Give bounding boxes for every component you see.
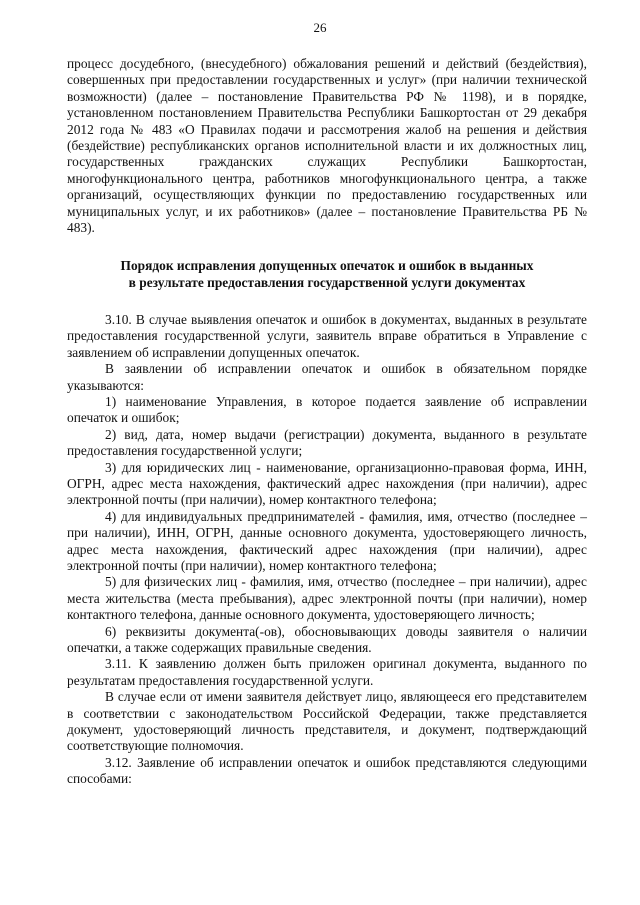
list-item-4: 4) для индивидуальных предпринимателей - фамилия, имя, отчество (последнее – при наличии), ИНН, ОГРН, данные основного документа, удостоверяющего личность, адрес места нахождения, фактический адрес нахождения (при наличии), адрес электронной почты (при наличии), номер контактного телефона; — [67, 508, 587, 573]
document-body — [67, 56, 587, 788]
paragraph-requirements-intro: В заявлении об исправлении опечаток и ошибок в обязательном порядке указываются: — [67, 361, 587, 393]
list-item-3: 3) для юридических лиц - наименование, организационно-правовая форма, ИНН, ОГРН, адрес места нахождения, фактический адрес нахождения (при наличии), адрес электронной почты (при наличии), номер контактного телефона; — [67, 459, 587, 508]
section-heading-line-2: в результате предоставления государственной услуги документах — [128, 274, 526, 290]
list-item-6: 6) реквизиты документа(-ов), обосновывающих доводы заявителя о наличии опечатки, а также содержащих правильные сведения. — [67, 623, 587, 655]
paragraph-3-12: 3.12. Заявление об исправлении опечаток и ошибок представляются следующими способами: — [67, 754, 587, 787]
section-heading — [67, 258, 587, 290]
list-item-1: 1) наименование Управления, в которое подается заявление об исправлении опечаток и ошибок; — [67, 393, 587, 426]
list-item-2: 2) вид, дата, номер выдачи (регистрации) документа, выданного в результате предоставления государственной услуги; — [67, 426, 587, 459]
paragraph-representative: В случае если от имени заявителя действует лицо, являющееся его представителем в соответствии с законодательством Российской Федерации, также представляется документ, удостоверяющий личность представителя, и документ, подтверждающий соответствующие полномочия. — [67, 689, 587, 754]
intro-paragraph: процесс досудебного, (внесудебного) обжалования решений и действий (бездействия), совершенных при предоставлении государственных и услуг» (при наличии технической возможности) (далее – постановление Правительства РФ № 1198), и в порядке, установленном постановлением Правительства Республики Башкортостан от 29 декабря 2012 года № 483 «О Правилах подачи и рассмотрения жалоб на решения и действия (бездействие) республиканских органов исполнительной власти и их должностных лиц, государственных гражданских служащих Республики Башкортостан, многофункционального центра, работников многофункционального центра, а также организаций, осуществляющих функции по предоставлению государственных или муниципальных услуг, и их работников» (далее – постановление Правительства РБ № 483). — [67, 56, 587, 236]
paragraph-3-11: 3.11. К заявлению должен быть приложен оригинал документа, выданного по результатам предоставления государственной услуги. — [67, 656, 587, 688]
page-number: 26 — [313, 20, 327, 35]
list-item-5: 5) для физических лиц - фамилия, имя, отчество (последнее – при наличии), адрес места жительства (места пребывания), адрес электронной почты (при наличии), номер контактного телефона, данные основного документа, удостоверяющего личность; — [67, 574, 587, 623]
section-heading-line-1: Порядок исправления допущенных опечаток и ошибок в выданных — [120, 258, 534, 274]
paragraph-3-10: 3.10. В случае выявления опечаток и ошибок в документах, выданных в результате предоставления государственной услуги, заявитель вправе обратиться в Управление с заявлением об исправлении допущенных опечаток. — [67, 311, 587, 360]
